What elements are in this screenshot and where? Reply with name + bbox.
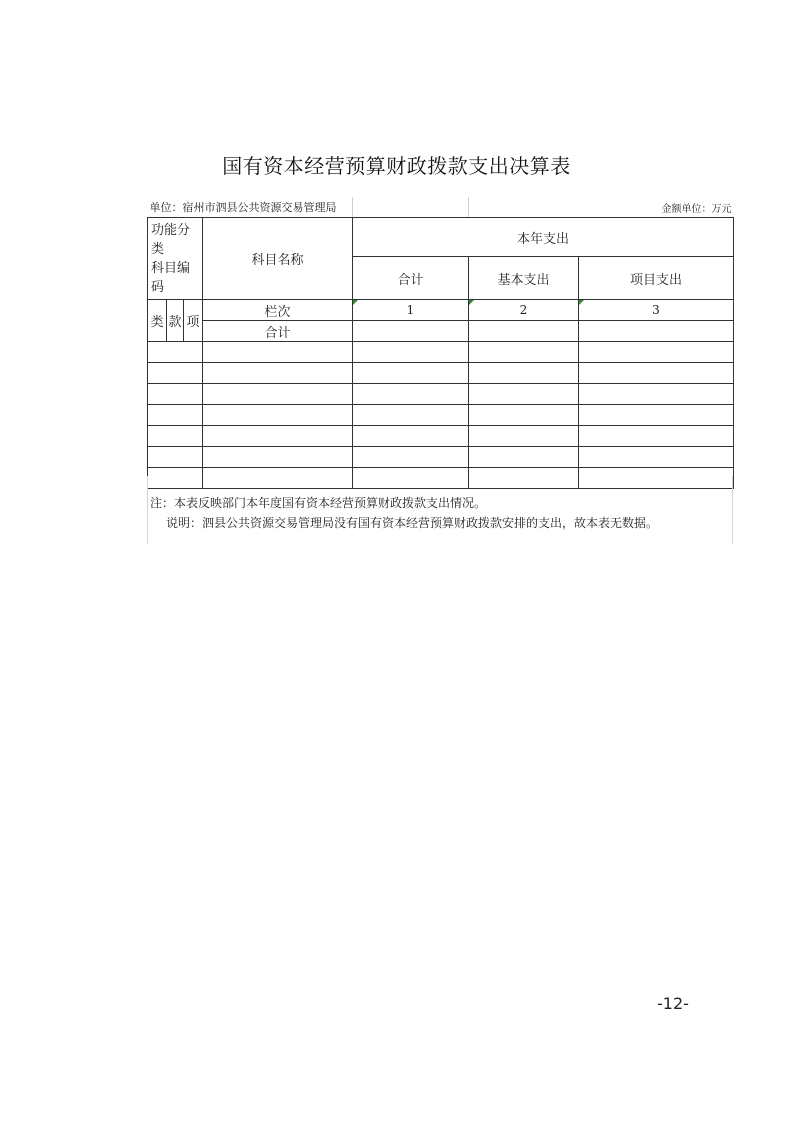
project-cell xyxy=(579,426,734,447)
table-row xyxy=(148,426,734,447)
project-header: 项目支出 xyxy=(579,257,734,300)
note-line-2: 说明：泗县公共资源交易管理局没有国有资本经营预算财政拨款安排的支出，故本表无数据。 xyxy=(166,516,659,530)
code-cell xyxy=(148,363,203,384)
func-class-line2: 科目编码 xyxy=(151,260,191,295)
code-cell xyxy=(148,426,203,447)
xiang-header: 项 xyxy=(184,300,203,342)
page-title: 国有资本经营预算财政拨款支出决算表 xyxy=(222,154,571,178)
code-cell xyxy=(148,342,203,363)
table-row xyxy=(148,342,734,363)
lei-header: 类 xyxy=(148,300,167,342)
project-cell xyxy=(579,468,734,489)
sum-row-label: 合计 xyxy=(203,321,353,342)
table-row xyxy=(148,468,734,489)
name-cell xyxy=(203,447,353,468)
note-line-1: 注：本表反映部门本年度国有资本经营预算财政拨款支出情况。 xyxy=(150,496,487,510)
basic-cell xyxy=(469,363,579,384)
sum-basic-cell xyxy=(469,321,579,342)
subject-name-header: 科目名称 xyxy=(203,218,353,300)
total-cell xyxy=(353,447,469,468)
header-row-1 xyxy=(148,218,734,257)
basic-header: 基本支出 xyxy=(469,257,579,300)
table-row xyxy=(148,447,734,468)
cell-marker-icon xyxy=(353,300,358,305)
unit-row xyxy=(148,197,734,218)
amount-unit-label: 金额单位：万元 xyxy=(579,197,734,218)
unit-blank-cell xyxy=(469,197,579,218)
project-cell xyxy=(579,447,734,468)
total-cell xyxy=(353,405,469,426)
total-cell xyxy=(353,426,469,447)
func-class-line1: 功能分类 xyxy=(151,222,191,257)
table-row xyxy=(148,384,734,405)
unit-blank-cell xyxy=(353,197,469,218)
basic-cell xyxy=(469,384,579,405)
name-cell xyxy=(203,468,353,489)
total-cell xyxy=(353,342,469,363)
project-cell xyxy=(579,405,734,426)
project-cell xyxy=(579,384,734,405)
current-year-header: 本年支出 xyxy=(353,218,734,257)
name-cell xyxy=(203,342,353,363)
table-row xyxy=(148,363,734,384)
name-cell xyxy=(203,363,353,384)
total-cell xyxy=(353,468,469,489)
basic-cell xyxy=(469,426,579,447)
grid-edge-left xyxy=(147,476,148,544)
sum-row xyxy=(148,321,734,342)
cell-marker-icon xyxy=(579,300,584,305)
total-cell xyxy=(353,384,469,405)
func-class-header xyxy=(148,218,203,300)
total-header: 合计 xyxy=(353,257,469,300)
name-cell xyxy=(203,426,353,447)
unit-label: 单位：宿州市泗县公共资源交易管理局 xyxy=(148,197,353,218)
project-column-no: 3 xyxy=(579,300,734,321)
project-cell xyxy=(579,342,734,363)
table-row xyxy=(148,405,734,426)
basic-column-no: 2 xyxy=(469,300,579,321)
sum-total-cell xyxy=(353,321,469,342)
total-column-no: 1 xyxy=(353,300,469,321)
budget-table-sheet xyxy=(147,197,733,489)
code-cell xyxy=(148,447,203,468)
grid-edge-right xyxy=(732,476,733,544)
table-notes xyxy=(150,493,658,533)
column-number-row xyxy=(148,300,734,321)
page-number: -12- xyxy=(657,994,689,1013)
basic-cell xyxy=(469,405,579,426)
total-cell xyxy=(353,363,469,384)
basic-cell xyxy=(469,468,579,489)
code-cell xyxy=(148,384,203,405)
name-cell xyxy=(203,405,353,426)
budget-table xyxy=(147,197,734,489)
project-cell xyxy=(579,363,734,384)
sum-project-cell xyxy=(579,321,734,342)
code-cell xyxy=(148,468,203,489)
code-cell xyxy=(148,405,203,426)
column-label: 栏次 xyxy=(203,300,353,321)
basic-cell xyxy=(469,342,579,363)
kuan-header: 款 xyxy=(167,300,184,342)
cell-marker-icon xyxy=(469,300,474,305)
basic-cell xyxy=(469,447,579,468)
name-cell xyxy=(203,384,353,405)
